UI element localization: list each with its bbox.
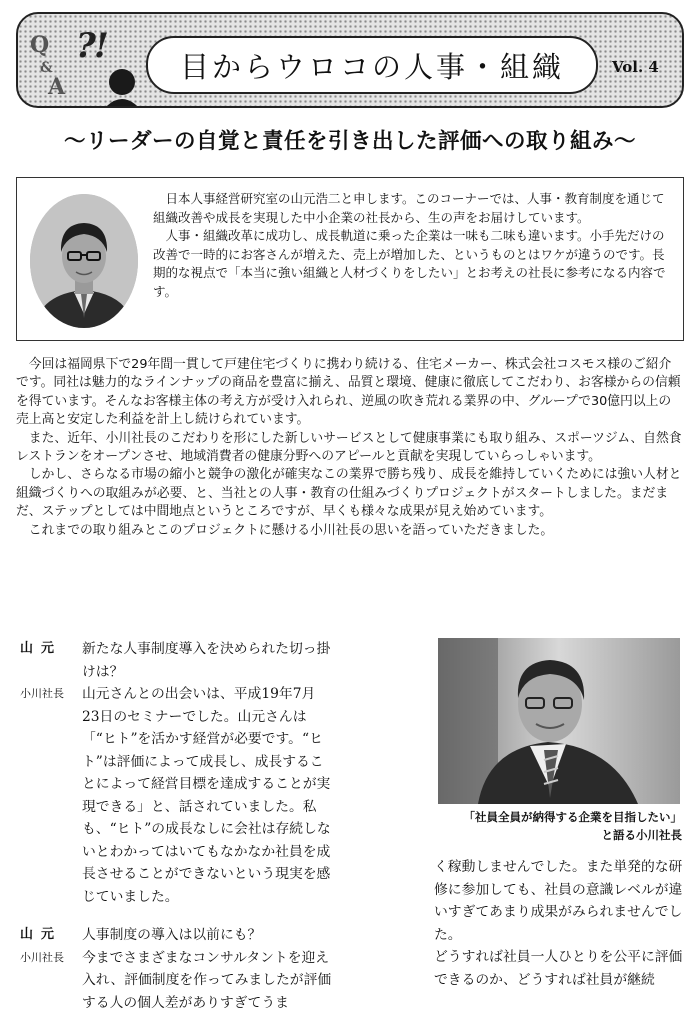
qa-a-letter: A: [48, 74, 65, 100]
speaker-interviewer: 山元: [20, 924, 82, 947]
intro-box: [16, 177, 684, 341]
intro-text: [153, 190, 669, 302]
interview-question: [20, 924, 332, 947]
question-exclamation-mark: ?!: [76, 26, 107, 66]
intro-paragraph: 人事・組織改革に成功し、成長軌道に乗った企業は一味も二味も違います。小手先だけの改善で一時的にお客さんが増えた、売上が増加した、というものとはワケが違うのです。長期的な視点で「本当に強い組織と人材づくりをしたい」とお考えの社長に参考になる内容です。: [153, 227, 669, 301]
photo-caption: [420, 808, 682, 844]
body-paragraph: また、近年、小川社長のこだわりを形にした新しいサービスとして健康事業にも取り組み、スポーツジム、自然食レストランをオープンさせ、地域消費者の健康分野へのアピールと貢献を実現していらっしゃいます。: [16, 430, 684, 467]
question-text: 新たな人事制度導入を決められた切っ掛けは？: [82, 638, 332, 683]
body-paragraph: しかし、さらなる市場の縮小と競争の激化が確実なこの業界で勝ち残り、成長を維持していくためには強い人材と組織づくりへの取組みが必要、と、当社との人事・教育の仕組みづくりプロジェクトがスタートしました。まだまだ、ステップとしては中間地点というところですが、早くも様々な成果が見え始めています。: [16, 466, 684, 521]
intro-paragraph: 日本人事経営研究室の山元浩二と申します。このコーナーでは、人事・教育制度を通じて組織改善や成長を実現した中小企業の社長から、生の声をお届けしています。: [153, 190, 669, 227]
answer-text: 今までさまざまなコンサルタントを迎え入れ、評価制度を作ってみましたが評価する人の個人差がありすぎてうま: [82, 947, 332, 1014]
body-paragraph: 今回は福岡県下で29年間一貫して戸建住宅づくりに携わり続ける、住宅メーカー、株式会社コスモス様のご紹介です。同社は魅力的なラインナップの商品を豊富に揃え、品質と環境、健康に徹底してこだわり、お客様からの信頼を得ています。そんなお客様主体の考え方が受け入れられ、逆風の吹き荒れる業界の中、グループで30億円以上の売上高と安定した利益を計上し続けられています。: [16, 356, 684, 430]
caption-line: 「社員全員が納得する企業を目指したい」: [420, 808, 682, 826]
body-paragraph: これまでの取り組みとこのプロジェクトに懸ける小川社長の思いを語っていただきました。: [16, 522, 684, 540]
qa-ampersand: &: [40, 60, 53, 76]
caption-line: と語る小川社長: [420, 826, 682, 844]
answer-text: 山元さんとの出会いは、平成19年7月23日のセミナーでした。山元さんは「“ヒト”を活かす経営が必要です。“ヒト”は評価によって成長し、成長することによって経営目標を達成することが実現できる」と、話されていました。私も、“ヒト”の成長なしに会社は存続しないとわかってはいてもなかなか社員を成長させることができないという現実を感じていました。: [82, 683, 332, 908]
speaker-interviewer: 山元: [20, 638, 82, 683]
president-photo: [438, 638, 680, 804]
author-portrait: [30, 194, 138, 328]
question-text: 人事制度の導入は以前にも？: [82, 924, 332, 947]
speaker-president: 小川社長: [20, 683, 82, 908]
qa-q-letter: Q: [30, 32, 49, 58]
interview-question: [20, 638, 332, 683]
author-portrait-illustration: [30, 194, 138, 328]
continuation-paragraph: どうすれば社員一人ひとりを公平に評価できるのか、どうすれば社員が継続: [434, 946, 686, 991]
column-title: 目からウロコの人事・組織: [146, 36, 598, 94]
president-photo-illustration: [438, 638, 680, 804]
interview-column: [20, 638, 332, 1014]
header-banner: [16, 12, 684, 108]
speaker-president: 小川社長: [20, 947, 82, 1014]
mascot-icon: [100, 66, 144, 108]
volume-label: Vol. 4: [612, 58, 659, 76]
interview-continuation: [434, 856, 686, 991]
interview-answer: [20, 947, 332, 1014]
article-subtitle: 〜リーダーの自覚と責任を引き出した評価への取り組み〜: [0, 124, 700, 155]
continuation-paragraph: く稼動しませんでした。また単発的な研修に参加しても、社員の意識レベルが違いすぎてあまり成果がみられませんでした。: [434, 856, 686, 946]
article-body: [16, 356, 684, 540]
interview-answer: [20, 683, 332, 908]
